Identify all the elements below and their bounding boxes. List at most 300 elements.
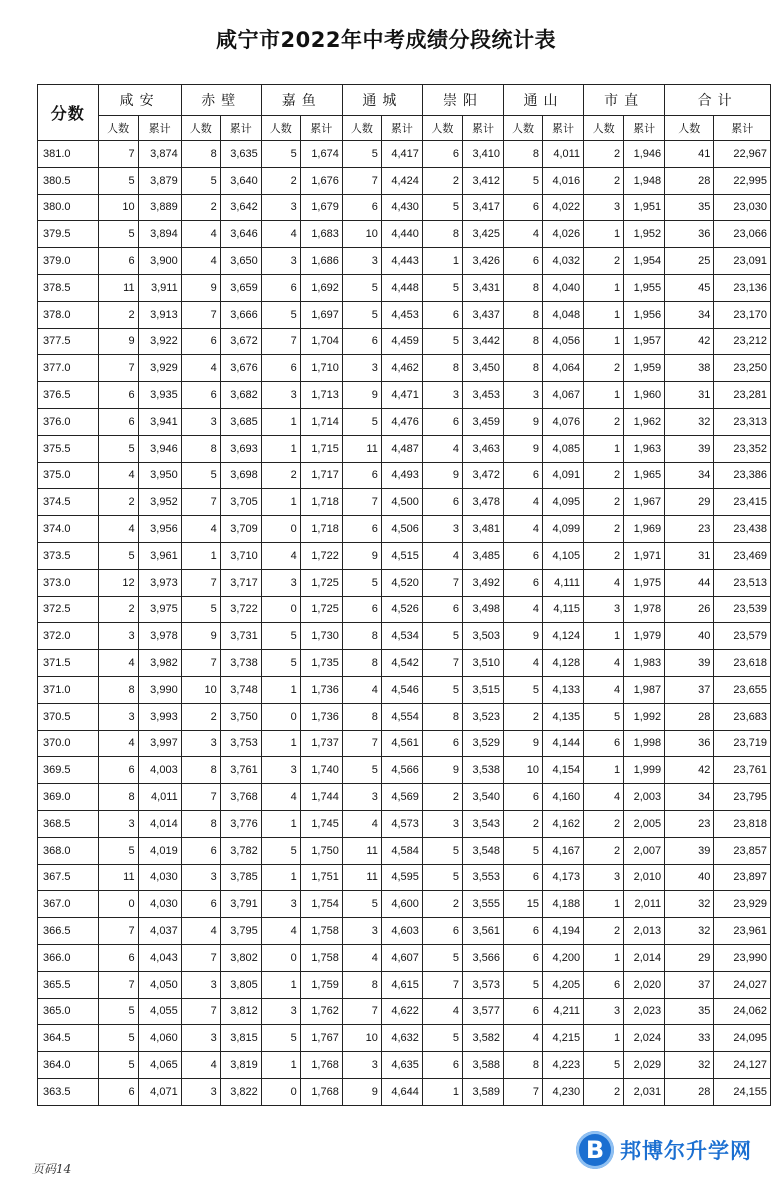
cumulative-cell: 2,011 <box>624 891 665 918</box>
region-header: 合计 <box>665 85 771 116</box>
count-cell: 1 <box>261 810 300 837</box>
count-cell: 5 <box>98 998 138 1025</box>
cumulative-cell: 1,971 <box>624 542 665 569</box>
cumulative-cell: 1,725 <box>300 569 342 596</box>
cumulative-cell: 3,459 <box>462 408 503 435</box>
cumulative-cell: 1,959 <box>624 355 665 382</box>
cumulative-cell: 4,526 <box>381 596 422 623</box>
table-row <box>38 596 771 623</box>
cumulative-cell: 23,281 <box>714 382 771 409</box>
score-cell: 364.0 <box>38 1052 99 1079</box>
score-cell: 377.5 <box>38 328 99 355</box>
cumulative-cell: 3,510 <box>462 650 503 677</box>
table-row <box>38 408 771 435</box>
count-cell: 2 <box>181 194 220 221</box>
count-cell: 5 <box>98 167 138 194</box>
count-cell: 4 <box>584 784 624 811</box>
score-cell: 373.5 <box>38 542 99 569</box>
cumulative-cell: 3,993 <box>138 703 181 730</box>
cumulative-cell: 1,715 <box>300 435 342 462</box>
count-cell: 39 <box>665 837 714 864</box>
count-cell: 23 <box>665 810 714 837</box>
cumulative-cell: 3,412 <box>462 167 503 194</box>
count-cell: 6 <box>98 382 138 409</box>
cumulative-cell: 4,040 <box>543 274 584 301</box>
cumulative-cell: 4,500 <box>381 489 422 516</box>
score-cell: 376.0 <box>38 408 99 435</box>
cumulative-cell: 1,683 <box>300 221 342 248</box>
table-body <box>38 141 771 1106</box>
cumulative-cell: 4,215 <box>543 1025 584 1052</box>
cumulative-cell: 3,975 <box>138 596 181 623</box>
sub-header-count: 人数 <box>342 116 381 141</box>
score-cell: 363.5 <box>38 1078 99 1105</box>
cumulative-cell: 4,016 <box>543 167 584 194</box>
count-cell: 1 <box>584 301 624 328</box>
cumulative-cell: 1,767 <box>300 1025 342 1052</box>
region-header: 咸安 <box>98 85 181 116</box>
count-cell: 6 <box>422 918 462 945</box>
count-cell: 6 <box>504 542 543 569</box>
count-cell: 6 <box>181 837 220 864</box>
cumulative-cell: 23,386 <box>714 462 771 489</box>
count-cell: 3 <box>261 194 300 221</box>
cumulative-cell: 3,548 <box>462 837 503 864</box>
score-cell: 375.5 <box>38 435 99 462</box>
cumulative-cell: 3,442 <box>462 328 503 355</box>
table-row <box>38 301 771 328</box>
count-cell: 42 <box>665 328 714 355</box>
count-cell: 1 <box>584 944 624 971</box>
count-cell: 8 <box>504 328 543 355</box>
cumulative-cell: 3,782 <box>220 837 261 864</box>
cumulative-cell: 23,313 <box>714 408 771 435</box>
region-header: 通山 <box>504 85 584 116</box>
cumulative-cell: 4,520 <box>381 569 422 596</box>
cumulative-cell: 4,223 <box>543 1052 584 1079</box>
cumulative-cell: 4,026 <box>543 221 584 248</box>
cumulative-cell: 3,812 <box>220 998 261 1025</box>
cumulative-cell: 1,992 <box>624 703 665 730</box>
cumulative-cell: 1,955 <box>624 274 665 301</box>
count-cell: 7 <box>98 355 138 382</box>
cumulative-cell: 4,205 <box>543 971 584 998</box>
count-cell: 7 <box>342 998 381 1025</box>
cumulative-cell: 23,897 <box>714 864 771 891</box>
cumulative-cell: 3,805 <box>220 971 261 998</box>
cumulative-cell: 4,194 <box>543 918 584 945</box>
cumulative-cell: 3,425 <box>462 221 503 248</box>
table-row <box>38 784 771 811</box>
count-cell: 6 <box>342 596 381 623</box>
cumulative-cell: 4,230 <box>543 1078 584 1105</box>
count-cell: 36 <box>665 730 714 757</box>
count-cell: 9 <box>342 382 381 409</box>
score-cell: 365.0 <box>38 998 99 1025</box>
count-cell: 8 <box>504 355 543 382</box>
count-cell: 5 <box>261 301 300 328</box>
cumulative-cell: 23,795 <box>714 784 771 811</box>
cumulative-cell: 23,170 <box>714 301 771 328</box>
count-cell: 3 <box>504 382 543 409</box>
count-cell: 31 <box>665 542 714 569</box>
cumulative-cell: 1,713 <box>300 382 342 409</box>
cumulative-cell: 3,978 <box>138 623 181 650</box>
count-cell: 0 <box>261 516 300 543</box>
cumulative-cell: 4,471 <box>381 382 422 409</box>
count-cell: 5 <box>181 167 220 194</box>
count-cell: 1 <box>261 730 300 757</box>
cumulative-cell: 4,060 <box>138 1025 181 1052</box>
count-cell: 6 <box>98 757 138 784</box>
cumulative-cell: 1,758 <box>300 944 342 971</box>
count-cell: 7 <box>342 730 381 757</box>
count-cell: 6 <box>261 355 300 382</box>
cumulative-cell: 3,693 <box>220 435 261 462</box>
table-row <box>38 382 771 409</box>
cumulative-cell: 3,738 <box>220 650 261 677</box>
count-cell: 2 <box>584 167 624 194</box>
count-cell: 9 <box>181 623 220 650</box>
cumulative-cell: 3,437 <box>462 301 503 328</box>
count-cell: 28 <box>665 1078 714 1105</box>
score-cell: 364.5 <box>38 1025 99 1052</box>
cumulative-cell: 3,941 <box>138 408 181 435</box>
count-cell: 1 <box>584 221 624 248</box>
cumulative-cell: 3,523 <box>462 703 503 730</box>
cumulative-cell: 2,014 <box>624 944 665 971</box>
cumulative-cell: 3,997 <box>138 730 181 757</box>
table-row <box>38 623 771 650</box>
cumulative-cell: 3,946 <box>138 435 181 462</box>
count-cell: 6 <box>422 301 462 328</box>
sub-header-cumulative: 累计 <box>714 116 771 141</box>
table-row <box>38 971 771 998</box>
count-cell: 2 <box>504 703 543 730</box>
cumulative-cell: 2,005 <box>624 810 665 837</box>
count-cell: 5 <box>98 542 138 569</box>
cumulative-cell: 1,692 <box>300 274 342 301</box>
cumulative-cell: 3,410 <box>462 141 503 168</box>
count-cell: 6 <box>584 730 624 757</box>
count-cell: 1 <box>584 1025 624 1052</box>
cumulative-cell: 3,791 <box>220 891 261 918</box>
count-cell: 9 <box>422 462 462 489</box>
cumulative-cell: 4,635 <box>381 1052 422 1079</box>
cumulative-cell: 3,529 <box>462 730 503 757</box>
cumulative-cell: 23,469 <box>714 542 771 569</box>
cumulative-cell: 3,894 <box>138 221 181 248</box>
score-cell: 370.5 <box>38 703 99 730</box>
count-cell: 4 <box>181 355 220 382</box>
count-cell: 6 <box>422 408 462 435</box>
cumulative-cell: 4,011 <box>138 784 181 811</box>
count-cell: 8 <box>422 703 462 730</box>
cumulative-cell: 3,650 <box>220 248 261 275</box>
cumulative-cell: 4,019 <box>138 837 181 864</box>
cumulative-cell: 3,698 <box>220 462 261 489</box>
count-cell: 3 <box>342 918 381 945</box>
count-cell: 10 <box>504 757 543 784</box>
count-cell: 2 <box>584 837 624 864</box>
count-cell: 6 <box>504 864 543 891</box>
count-cell: 5 <box>584 703 624 730</box>
cumulative-cell: 4,487 <box>381 435 422 462</box>
cumulative-cell: 23,683 <box>714 703 771 730</box>
table-row <box>38 489 771 516</box>
sub-header-cumulative: 累计 <box>138 116 181 141</box>
cumulative-cell: 3,973 <box>138 569 181 596</box>
count-cell: 8 <box>342 971 381 998</box>
cumulative-cell: 4,030 <box>138 864 181 891</box>
table-row <box>38 248 771 275</box>
count-cell: 40 <box>665 864 714 891</box>
score-cell: 380.0 <box>38 194 99 221</box>
cumulative-cell: 4,515 <box>381 542 422 569</box>
count-cell: 3 <box>422 810 462 837</box>
cumulative-cell: 3,913 <box>138 301 181 328</box>
count-cell: 4 <box>181 516 220 543</box>
count-cell: 28 <box>665 703 714 730</box>
cumulative-cell: 4,561 <box>381 730 422 757</box>
count-cell: 5 <box>261 650 300 677</box>
count-cell: 4 <box>261 542 300 569</box>
cumulative-cell: 3,682 <box>220 382 261 409</box>
cumulative-cell: 22,967 <box>714 141 771 168</box>
cumulative-cell: 23,761 <box>714 757 771 784</box>
count-cell: 36 <box>665 221 714 248</box>
cumulative-cell: 1,999 <box>624 757 665 784</box>
cumulative-cell: 23,212 <box>714 328 771 355</box>
cumulative-cell: 3,582 <box>462 1025 503 1052</box>
count-cell: 4 <box>261 784 300 811</box>
table-row <box>38 274 771 301</box>
count-cell: 3 <box>181 408 220 435</box>
cumulative-cell: 1,975 <box>624 569 665 596</box>
count-cell: 6 <box>261 274 300 301</box>
cumulative-cell: 3,555 <box>462 891 503 918</box>
cumulative-cell: 4,506 <box>381 516 422 543</box>
count-cell: 8 <box>342 623 381 650</box>
cumulative-cell: 3,666 <box>220 301 261 328</box>
count-cell: 34 <box>665 784 714 811</box>
count-cell: 1 <box>261 1052 300 1079</box>
score-cell: 368.5 <box>38 810 99 837</box>
count-cell: 6 <box>422 489 462 516</box>
count-cell: 2 <box>261 167 300 194</box>
count-cell: 2 <box>181 703 220 730</box>
cumulative-cell: 3,753 <box>220 730 261 757</box>
count-cell: 8 <box>504 274 543 301</box>
count-cell: 3 <box>181 971 220 998</box>
region-header: 市直 <box>584 85 665 116</box>
count-cell: 34 <box>665 462 714 489</box>
cumulative-cell: 1,969 <box>624 516 665 543</box>
cumulative-cell: 23,030 <box>714 194 771 221</box>
count-cell: 1 <box>584 274 624 301</box>
count-cell: 44 <box>665 569 714 596</box>
count-cell: 5 <box>342 301 381 328</box>
count-cell: 4 <box>504 596 543 623</box>
table-row <box>38 141 771 168</box>
cumulative-cell: 3,929 <box>138 355 181 382</box>
sub-header-cumulative: 累计 <box>300 116 342 141</box>
count-cell: 7 <box>342 167 381 194</box>
cumulative-cell: 24,127 <box>714 1052 771 1079</box>
count-cell: 6 <box>504 462 543 489</box>
score-cell: 378.0 <box>38 301 99 328</box>
count-cell: 8 <box>181 141 220 168</box>
cumulative-cell: 1,686 <box>300 248 342 275</box>
count-cell: 5 <box>98 435 138 462</box>
cumulative-cell: 4,622 <box>381 998 422 1025</box>
cumulative-cell: 1,718 <box>300 489 342 516</box>
count-cell: 2 <box>98 489 138 516</box>
cumulative-cell: 4,644 <box>381 1078 422 1105</box>
count-cell: 10 <box>98 194 138 221</box>
cumulative-cell: 4,632 <box>381 1025 422 1052</box>
cumulative-cell: 4,493 <box>381 462 422 489</box>
cumulative-cell: 4,188 <box>543 891 584 918</box>
cumulative-cell: 3,802 <box>220 944 261 971</box>
count-cell: 3 <box>181 864 220 891</box>
cumulative-cell: 3,672 <box>220 328 261 355</box>
count-cell: 2 <box>422 167 462 194</box>
count-cell: 10 <box>342 221 381 248</box>
cumulative-cell: 3,761 <box>220 757 261 784</box>
cumulative-cell: 3,577 <box>462 998 503 1025</box>
count-cell: 6 <box>504 998 543 1025</box>
count-cell: 8 <box>98 784 138 811</box>
table-row <box>38 944 771 971</box>
cumulative-cell: 3,635 <box>220 141 261 168</box>
count-cell: 38 <box>665 355 714 382</box>
count-cell: 4 <box>504 650 543 677</box>
count-cell: 5 <box>422 837 462 864</box>
page-title: 咸宁市2022年中考成绩分段统计表 <box>216 28 556 52</box>
table-row <box>38 328 771 355</box>
count-cell: 1 <box>261 435 300 462</box>
count-cell: 9 <box>504 408 543 435</box>
count-cell: 7 <box>98 971 138 998</box>
table-row <box>38 703 771 730</box>
cumulative-cell: 23,818 <box>714 810 771 837</box>
cumulative-cell: 4,600 <box>381 891 422 918</box>
cumulative-cell: 3,676 <box>220 355 261 382</box>
count-cell: 3 <box>584 194 624 221</box>
count-cell: 6 <box>98 408 138 435</box>
cumulative-cell: 4,064 <box>543 355 584 382</box>
count-cell: 28 <box>665 167 714 194</box>
count-cell: 2 <box>422 784 462 811</box>
cumulative-cell: 4,173 <box>543 864 584 891</box>
cumulative-cell: 2,013 <box>624 918 665 945</box>
count-cell: 8 <box>504 1052 543 1079</box>
count-cell: 4 <box>584 650 624 677</box>
count-cell: 7 <box>181 301 220 328</box>
count-cell: 1 <box>584 757 624 784</box>
count-cell: 40 <box>665 623 714 650</box>
table-row <box>38 194 771 221</box>
cumulative-cell: 23,438 <box>714 516 771 543</box>
cumulative-cell: 3,922 <box>138 328 181 355</box>
table-row <box>38 730 771 757</box>
score-cell: 367.5 <box>38 864 99 891</box>
count-cell: 9 <box>504 435 543 462</box>
cumulative-cell: 4,014 <box>138 810 181 837</box>
cumulative-cell: 22,995 <box>714 167 771 194</box>
count-cell: 6 <box>181 328 220 355</box>
table-row <box>38 864 771 891</box>
cumulative-cell: 4,154 <box>543 757 584 784</box>
count-cell: 5 <box>422 676 462 703</box>
count-cell: 4 <box>504 221 543 248</box>
sub-header-cumulative: 累计 <box>624 116 665 141</box>
count-cell: 26 <box>665 596 714 623</box>
cumulative-cell: 4,462 <box>381 355 422 382</box>
cumulative-cell: 4,443 <box>381 248 422 275</box>
count-cell: 6 <box>504 248 543 275</box>
count-cell: 35 <box>665 998 714 1025</box>
cumulative-cell: 2,020 <box>624 971 665 998</box>
count-cell: 45 <box>665 274 714 301</box>
count-cell: 11 <box>342 435 381 462</box>
cumulative-cell: 2,031 <box>624 1078 665 1105</box>
cumulative-cell: 4,128 <box>543 650 584 677</box>
count-cell: 4 <box>342 810 381 837</box>
cumulative-cell: 3,900 <box>138 248 181 275</box>
count-cell: 4 <box>181 1052 220 1079</box>
sub-header-count: 人数 <box>665 116 714 141</box>
cumulative-cell: 1,758 <box>300 918 342 945</box>
count-cell: 5 <box>422 328 462 355</box>
table-row <box>38 435 771 462</box>
count-cell: 2 <box>261 462 300 489</box>
score-cell: 371.5 <box>38 650 99 677</box>
count-cell: 3 <box>261 998 300 1025</box>
count-cell: 5 <box>504 676 543 703</box>
count-cell: 7 <box>98 918 138 945</box>
cumulative-cell: 4,554 <box>381 703 422 730</box>
count-cell: 1 <box>261 408 300 435</box>
cumulative-cell: 24,062 <box>714 998 771 1025</box>
cumulative-cell: 3,956 <box>138 516 181 543</box>
count-cell: 4 <box>98 730 138 757</box>
sub-header-cumulative: 累计 <box>220 116 261 141</box>
cumulative-cell: 3,431 <box>462 274 503 301</box>
score-cell: 370.0 <box>38 730 99 757</box>
count-cell: 6 <box>504 569 543 596</box>
cumulative-cell: 1,998 <box>624 730 665 757</box>
cumulative-cell: 3,879 <box>138 167 181 194</box>
count-cell: 2 <box>98 596 138 623</box>
score-cell: 367.0 <box>38 891 99 918</box>
score-cell: 373.0 <box>38 569 99 596</box>
count-cell: 23 <box>665 516 714 543</box>
cumulative-cell: 4,448 <box>381 274 422 301</box>
count-cell: 10 <box>342 1025 381 1052</box>
count-cell: 5 <box>342 891 381 918</box>
cumulative-cell: 3,950 <box>138 462 181 489</box>
count-cell: 1 <box>422 1078 462 1105</box>
cumulative-cell: 3,543 <box>462 810 503 837</box>
count-cell: 3 <box>342 784 381 811</box>
count-cell: 9 <box>342 542 381 569</box>
cumulative-cell: 4,055 <box>138 998 181 1025</box>
count-cell: 1 <box>261 489 300 516</box>
cumulative-cell: 23,655 <box>714 676 771 703</box>
count-cell: 9 <box>504 730 543 757</box>
